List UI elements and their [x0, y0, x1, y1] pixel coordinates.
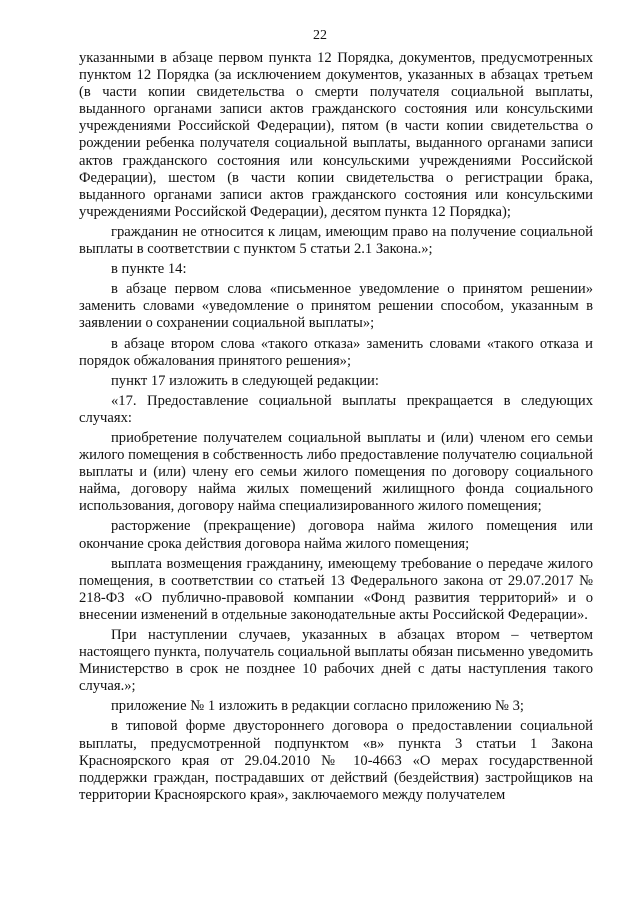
paragraph-notify: При наступлении случаев, указанных в абзацах втором – четвертом настоящего пункта, получатель социальной выплаты обязан письменно уведомить Министерство в срок не позднее 10 рабочих дней с даты наступления такого случая.»;	[79, 627, 593, 695]
paragraph-abz1: в абзаце первом слова «письменное уведомление о принятом решении» заменить словами «уведомление о принятом решении способом, указанным в заявлении о сохранении социальной выплаты»;	[79, 281, 593, 332]
paragraph-abz2: в абзаце втором слова «такого отказа» заменить словами «такого отказа и порядок обжалования принятого решения»;	[79, 335, 593, 369]
paragraph-item14: в пункте 14:	[111, 261, 187, 278]
paragraph-acq: приобретение получателем социальной выплаты и (или) членом его семьи жилого помещения в собственность либо предоставление получателю социальной выплаты и (или) члену его семьи жилого помещения по договору социального найма, договору найма жилых помещений жилищного фонда социального использования, договору найма специализированного жилого помещения;	[79, 429, 593, 515]
paragraph-form: в типовой форме двустороннего договора о предоставлении социальной выплаты, предусмотренной подпунктом «в» пункта 3 статьи 1 Закона Красноярского края от 29.04.2010 № 10-4663 «О мерах государственной поддержки граждан, пострадавших от действий (бездействия) застройщиков на территории Красноярского края», заключаемого между получателем	[79, 718, 593, 803]
paragraph-cont: указанными в абзаце первом пункта 12 Порядка, документов, предусмотренных пунктом 12 Порядка (за исключением документов, указанных в абзацах третьем (в части копии свидетельства о смерти получателя социальной выплаты, выданного органами записи актов гражданского состояния или консульскими учреждениями Российской Федерации), пятом (в части копии свидетельства о рождении ребенка получателя социальной выплаты, выданного органами записи актов гражданского состояния или консульскими учреждениями Российской Федерации), шестом (в части копии свидетельства о регистрации брака, выданного органами записи актов гражданского состояния или консульскими учреждениями Российской Федерации), десятом пункта 12 Порядка);	[79, 50, 593, 220]
paragraph-app1: приложение № 1 изложить в редакции согласно приложению № 3;	[111, 698, 524, 715]
paragraph-comp: выплата возмещения гражданину, имеющему требование о передаче жилого помещения, в соответствии со статьей 13 Федерального закона от 29.07.2017 № 218-ФЗ «О публично-правовой компании «Фонд развития территорий» и о внесении изменений в отдельные законодательные акты Российской Федерации».	[79, 555, 593, 623]
document-body	[79, 50, 593, 807]
paragraph-item17: пункт 17 изложить в следующей редакции:	[111, 372, 379, 389]
paragraph-citizen: гражданин не относится к лицам, имеющим право на получение социальной выплаты в соответствии с пунктом 5 статьи 2.1 Закона.»;	[79, 223, 593, 258]
page-number: 22	[313, 28, 327, 43]
paragraph-term: расторжение (прекращение) договора найма жилого помещения или окончание срока действия договора найма жилого помещения;	[79, 518, 593, 552]
paragraph-17: «17. Предоставление социальной выплаты прекращается в следующих случаях:	[79, 392, 593, 426]
